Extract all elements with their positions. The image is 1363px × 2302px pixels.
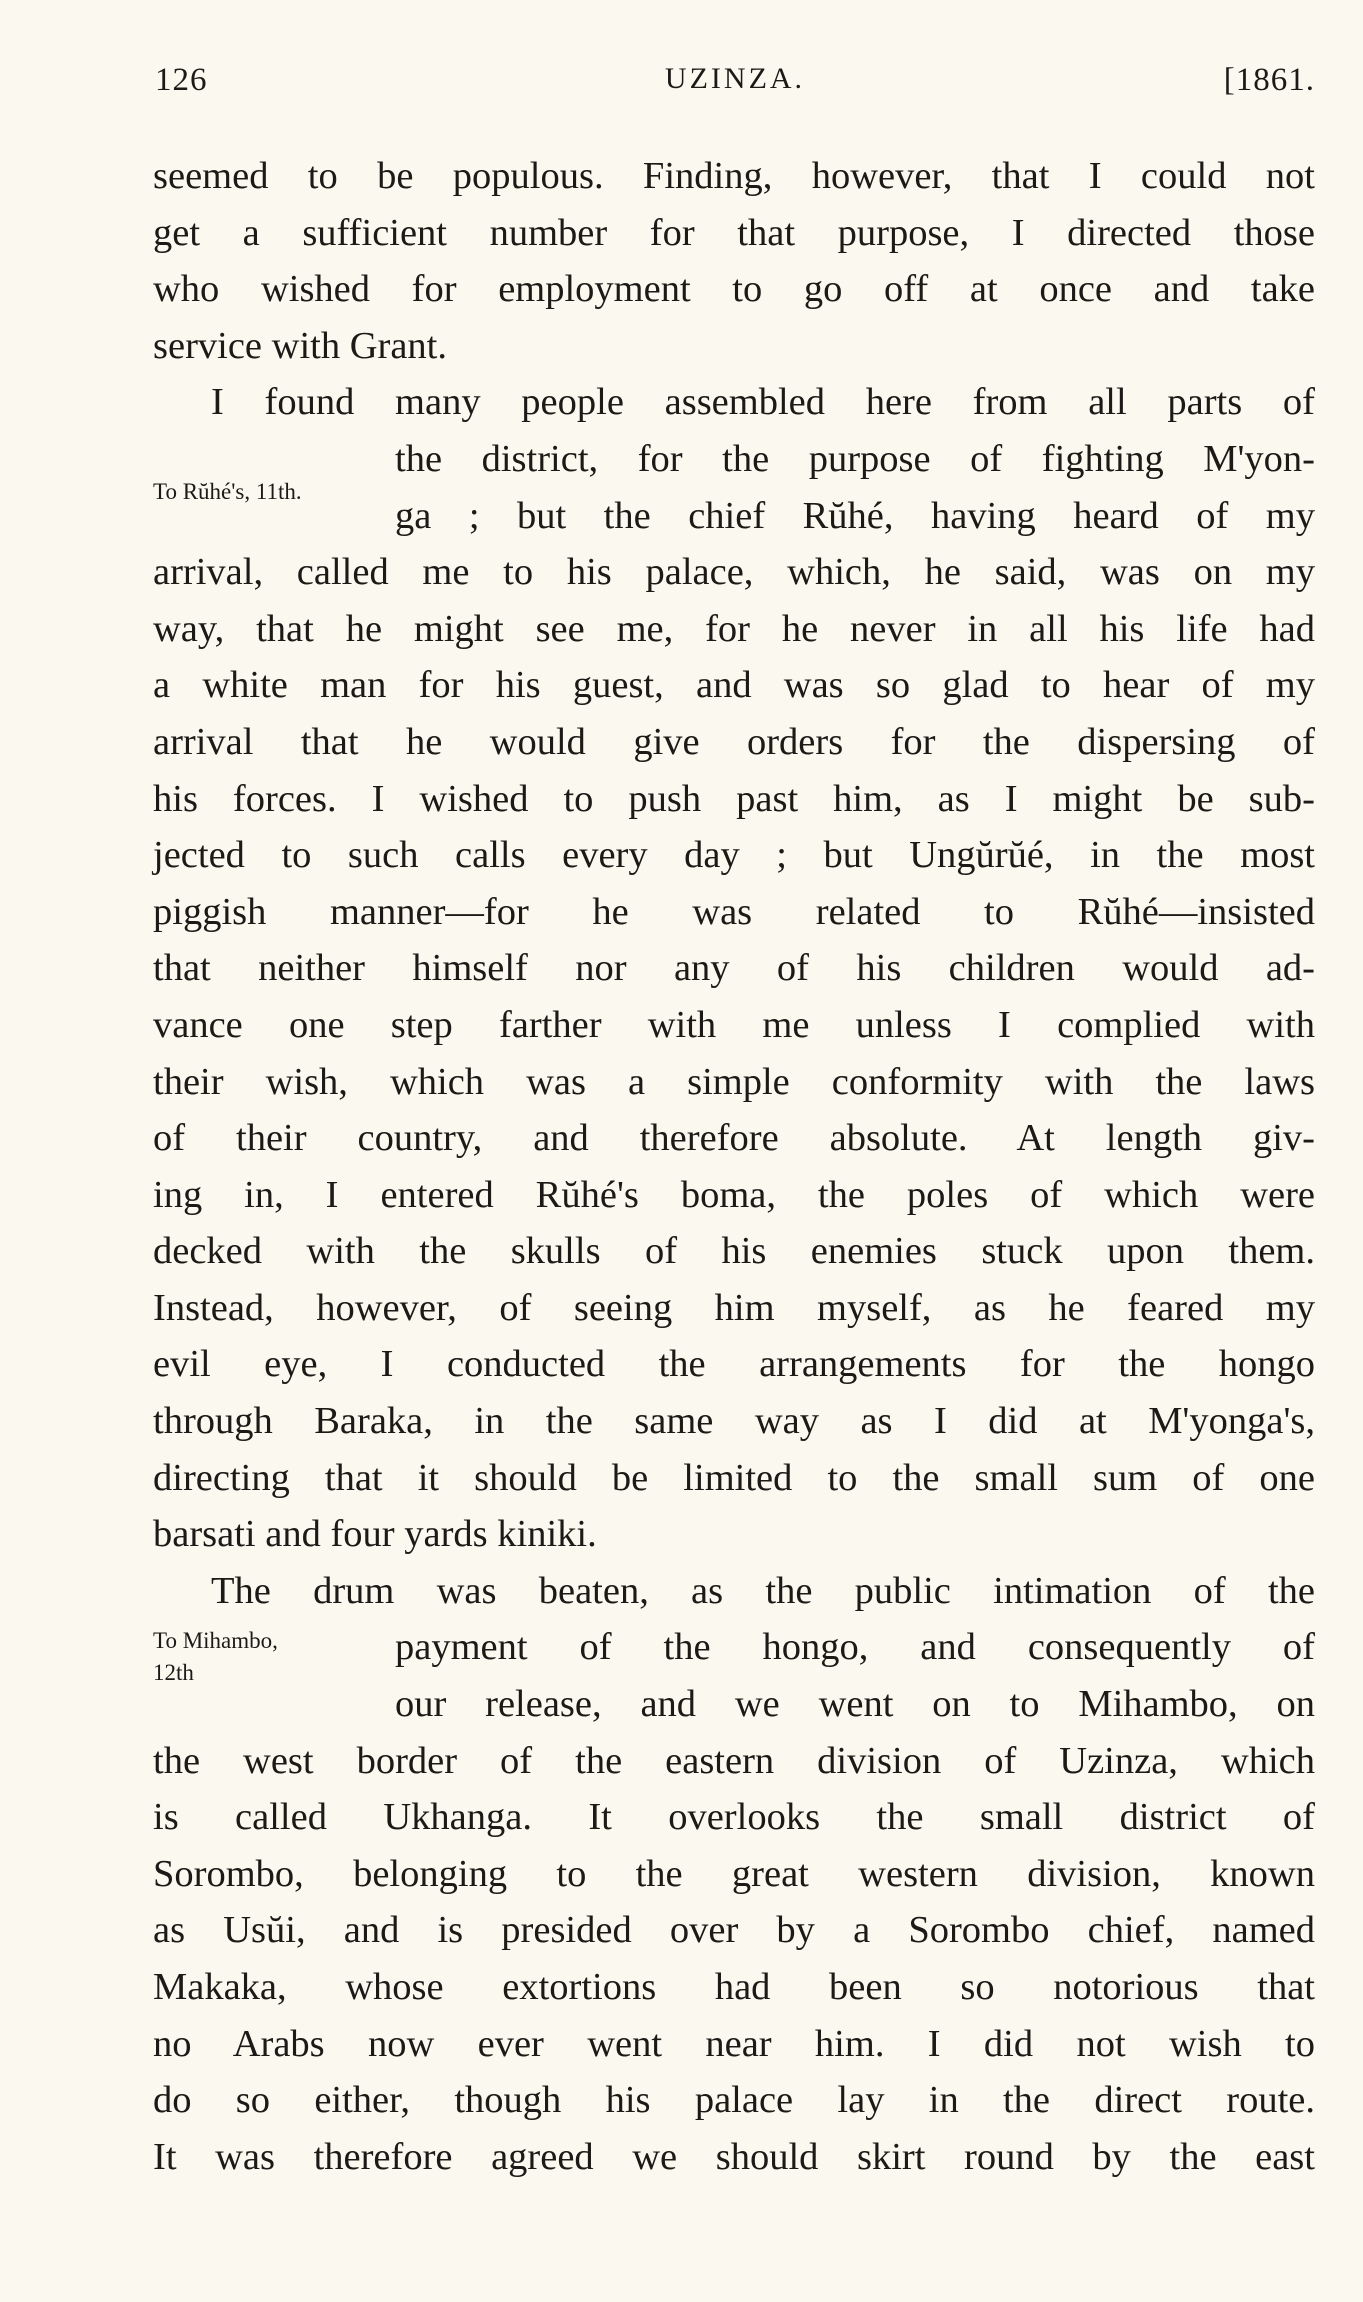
text-line: barsati and four yards kiniki.: [153, 1513, 597, 1556]
text-line: Sorombo, belonging to the great western division, known: [153, 1852, 1315, 1895]
text-line: arrival that he would give orders for the dispersing of: [153, 720, 1315, 763]
text-line: piggish manner—for he was related to Rŭhé—insisted: [153, 890, 1315, 933]
margin-note-mihambo: To Mihambo,: [153, 1628, 278, 1653]
running-title: UZINZA.: [664, 62, 806, 95]
body-text: [153, 148, 1315, 2185]
text-line: directing that it should be limited to the small sum of one: [153, 1456, 1315, 1499]
text-line: service with Grant.: [153, 324, 447, 367]
text-line: ing in, I entered Rŭhé's boma, the poles of which were: [153, 1173, 1315, 1216]
text-line: Instead, however, of seeing him myself, as he feared my: [153, 1286, 1315, 1329]
text-line: their wish, which was a simple conformity with the laws: [153, 1060, 1315, 1103]
running-header: [155, 62, 1315, 112]
text-line: way, that he might see me, for he never in all his life had: [153, 607, 1315, 650]
text-line: is called Ukhanga. It overlooks the small district of: [153, 1796, 1315, 1839]
text-line: our release, and we went on to Mihambo, on: [395, 1683, 1315, 1726]
margin-note-ruhe: To Rŭhé's, 11th.: [153, 479, 302, 504]
text-line: vance one step farther with me unless I complied with: [153, 1003, 1315, 1046]
text-line: no Arabs now ever went near him. I did not wish to: [153, 2022, 1315, 2065]
text-line: evil eye, I conducted the arrangements for the hongo: [153, 1343, 1315, 1386]
text-line: through Baraka, in the same way as I did at M'yonga's,: [153, 1400, 1315, 1443]
text-line: Makaka, whose extortions had been so notorious that: [153, 1966, 1315, 2008]
text-line: It was therefore agreed we should skirt round by the east: [153, 2135, 1315, 2178]
text-line: payment of the hongo, and consequently of: [395, 1626, 1315, 1669]
text-line: his forces. I wished to push past him, as I might be sub-: [153, 777, 1315, 820]
text-line: the district, for the purpose of fighting M'yon-: [395, 437, 1315, 480]
page-number: 126: [155, 62, 208, 98]
text-line: I found many people assembled here from all parts of: [211, 381, 1315, 424]
text-line: the west border of the eastern division of Uzinza, which: [153, 1739, 1315, 1782]
margin-note-mihambo-date: 12th: [153, 1660, 194, 1685]
text-line: ga ; but the chief Rŭhé, having heard of my: [395, 494, 1315, 537]
text-line: as Usŭi, and is presided over by a Sorombo chief, named: [153, 1909, 1315, 1952]
text-line: arrival, called me to his palace, which, he said, was on my: [153, 551, 1315, 594]
text-line: that neither himself nor any of his children would ad-: [153, 947, 1315, 990]
text-line: get a sufficient number for that purpose, I directed those: [153, 211, 1315, 254]
text-line: a white man for his guest, and was so glad to hear of my: [153, 664, 1315, 707]
text-line: who wished for employment to go off at once and take: [153, 268, 1315, 311]
header-year: [1861.: [1223, 62, 1315, 98]
text-line: decked with the skulls of his enemies stuck upon them.: [153, 1230, 1315, 1273]
text-line: seemed to be populous. Finding, however, that I could not: [153, 155, 1315, 197]
text-line: The drum was beaten, as the public intimation of the: [211, 1569, 1315, 1612]
text-line: do so either, though his palace lay in the direct route.: [153, 2079, 1315, 2122]
text-line: jected to such calls every day ; but Ungŭrŭé, in the most: [153, 834, 1315, 877]
text-line: of their country, and therefore absolute. At length giv-: [153, 1117, 1315, 1160]
